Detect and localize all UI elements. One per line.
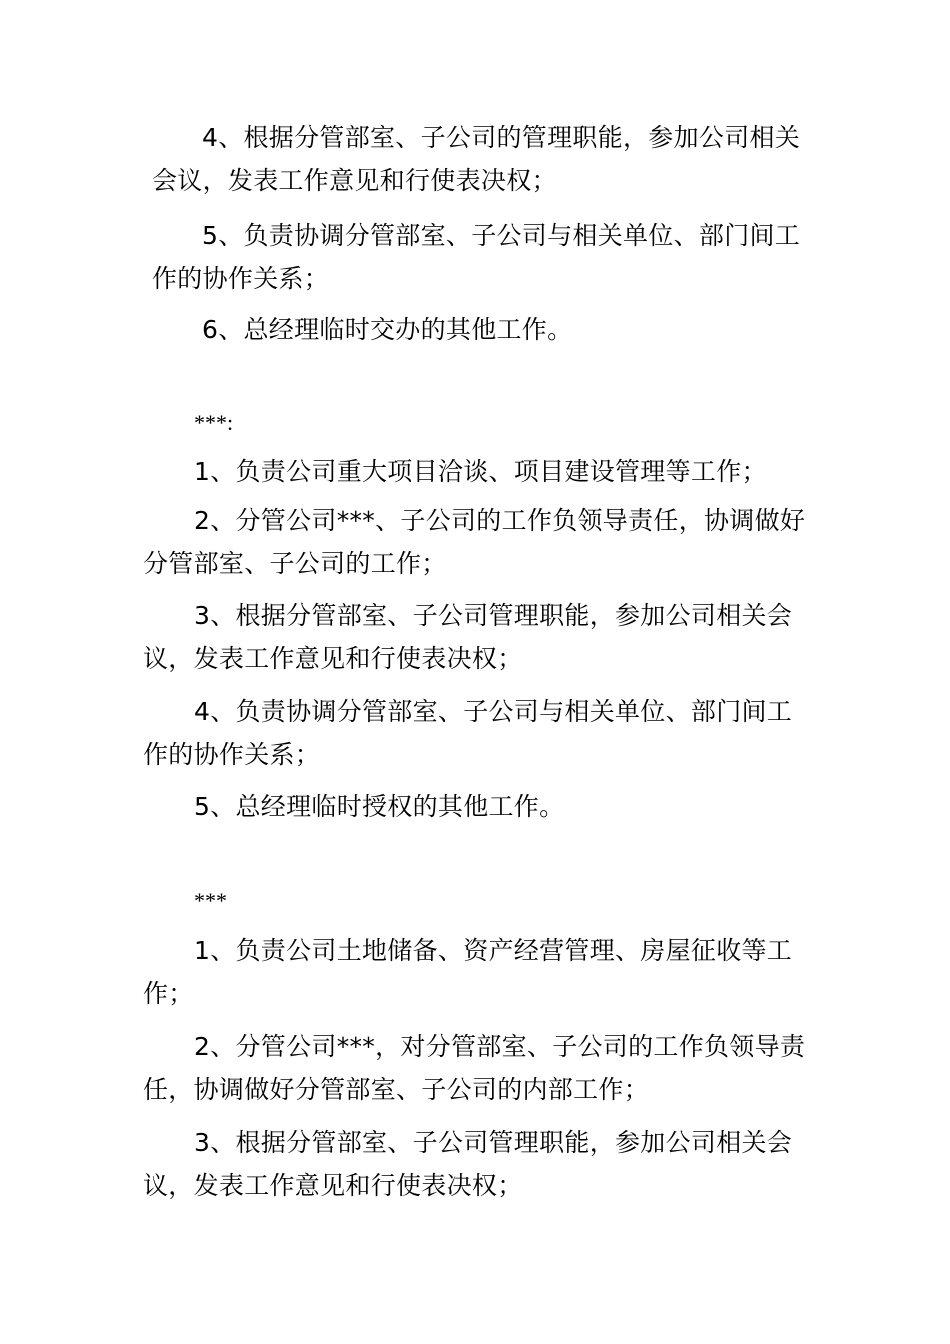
- paragraph-s2-item2: [143, 499, 805, 585]
- paragraph-s1-item5: [152, 214, 800, 300]
- paragraph-line: 议，发表工作意见和行使表决权；: [143, 1171, 523, 1200]
- paragraph-line: 3、根据分管部室、子公司管理职能，参加公司相关会: [194, 1128, 793, 1157]
- paragraph-line: 3、根据分管部室、子公司管理职能，参加公司相关会: [194, 601, 793, 630]
- section-heading: ***: [194, 888, 227, 913]
- paragraph-line: 作；: [143, 979, 194, 1008]
- paragraph-line: 作的协作关系；: [143, 740, 321, 769]
- paragraph-line: 作的协作关系；: [152, 264, 330, 293]
- paragraph-s3-item3: [143, 1121, 792, 1207]
- paragraph-s1-item6: [152, 308, 572, 351]
- paragraph-s3-item2: [143, 1025, 805, 1111]
- paragraph-line: 6、总经理临时交办的其他工作。: [202, 315, 573, 344]
- paragraph-s1-item4: [152, 116, 800, 202]
- paragraph-s2-item5: [143, 785, 564, 828]
- paragraph-line: 议，发表工作意见和行使表决权；: [143, 644, 523, 673]
- paragraph-line: 分管部室、子公司的工作；: [143, 549, 447, 578]
- paragraph-line: 5、总经理临时授权的其他工作。: [194, 792, 565, 821]
- paragraph-s2-item1: [143, 450, 767, 493]
- paragraph-s2-item4: [143, 690, 792, 776]
- paragraph-line: 1、负责公司重大项目洽谈、项目建设管理等工作；: [194, 457, 767, 486]
- paragraph-line: 4、负责协调分管部室、子公司与相关单位、部门间工: [194, 697, 793, 726]
- paragraph-line: 2、分管公司***、子公司的工作负领导责任，协调做好: [194, 506, 806, 535]
- paragraph-line: 1、负责公司土地储备、资产经营管理、房屋征收等工: [194, 936, 793, 965]
- paragraph-line: 会议，发表工作意见和行使表决权；: [152, 166, 557, 195]
- paragraph-line: 2、分管公司***，对分管部室、子公司的工作负领导责: [194, 1032, 806, 1061]
- section-heading: ***:: [194, 410, 234, 435]
- paragraph-s2-item3: [143, 594, 792, 680]
- paragraph-line: 4、根据分管部室、子公司的管理职能，参加公司相关: [202, 123, 801, 152]
- paragraph-line: 5、负责协调分管部室、子公司与相关单位、部门间工: [202, 221, 801, 250]
- paragraph-s3-item1: [143, 929, 792, 1015]
- paragraph-line: 任，协调做好分管部室、子公司的内部工作；: [143, 1075, 650, 1104]
